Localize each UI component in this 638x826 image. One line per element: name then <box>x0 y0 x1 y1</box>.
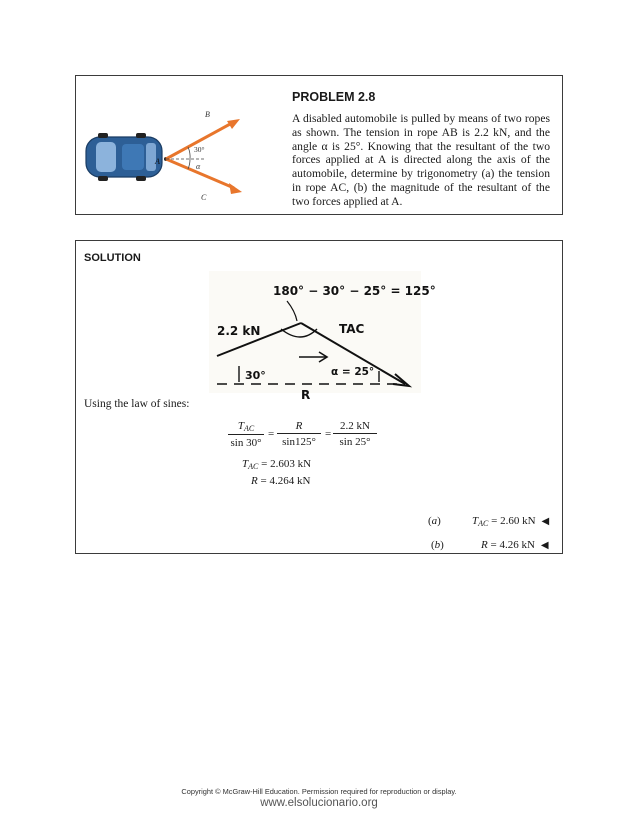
answer-a: $T_{AC} = 2.60$ kN ◀ <box>472 515 550 528</box>
label-a: A <box>155 157 160 166</box>
answer-a-label: (a) <box>428 515 441 527</box>
law-of-sines-intro: Using the law of sines: <box>84 398 190 410</box>
angle-right-label: α = 25° <box>331 366 375 378</box>
arrow-c-icon <box>229 183 242 194</box>
car-icon <box>86 133 162 181</box>
arrow-b-icon <box>227 119 240 129</box>
label-c: C <box>201 193 207 202</box>
solution-title: SOLUTION <box>84 252 141 264</box>
result-r: R = 4.264 kN <box>251 475 311 487</box>
equals-sign: = <box>325 428 332 440</box>
equals-sign: = <box>268 428 275 440</box>
angle-left-label: 30° <box>245 369 266 382</box>
problem-title: PROBLEM 2.8 <box>292 90 376 104</box>
label-b: B <box>205 110 210 119</box>
car-rope-figure <box>84 106 264 201</box>
angle-top-label: 30° <box>194 145 205 154</box>
angle-bottom-label: α <box>196 162 201 171</box>
answer-marker-icon: ◀ <box>540 540 549 551</box>
problem-statement: A disabled automobile is pulled by means of two ropes as shown. The tension in rope AB is 2.2 kN, and the angle α is 25°. Knowing that the resultant of the two forces applied at A is directed along the axis of the automobile, determine by trigonometry (a) the tension in rope AC, (b) the magnitude of the resultant of the two forces applied at A. <box>292 112 550 208</box>
angle-sum-label: 180° − 30° − 25° = 125° <box>273 284 436 298</box>
solution-box <box>75 240 563 554</box>
answer-b-label: (b) <box>431 539 444 551</box>
tension-label: TAC <box>339 322 365 336</box>
fraction-force: $\frac{2.2 kN}{\sin 25^\circ}$ <box>333 420 377 448</box>
result-tac: $T_{AC} = 2.603$ kN <box>242 458 312 471</box>
footer-site-link[interactable]: www.elsolucionario.org <box>260 797 378 809</box>
angle-arc-top <box>188 147 190 159</box>
resultant-label: R <box>301 388 311 402</box>
fraction-tac: $T_{AC}$ sin 30° <box>228 420 264 449</box>
force-triangle-sketch <box>209 271 436 402</box>
problem-box <box>75 75 563 215</box>
force-label: 2.2 kN <box>217 324 261 338</box>
answer-b: R = 4.26 kN ◀ <box>481 539 549 551</box>
answer-marker-icon: ◀ <box>541 516 550 527</box>
footer-copyright: Copyright © McGraw-Hill Education. Permission required for reproduction or display. <box>181 787 457 796</box>
fraction-r: $\frac{R}{\sin 125^\circ}$ <box>277 420 321 448</box>
